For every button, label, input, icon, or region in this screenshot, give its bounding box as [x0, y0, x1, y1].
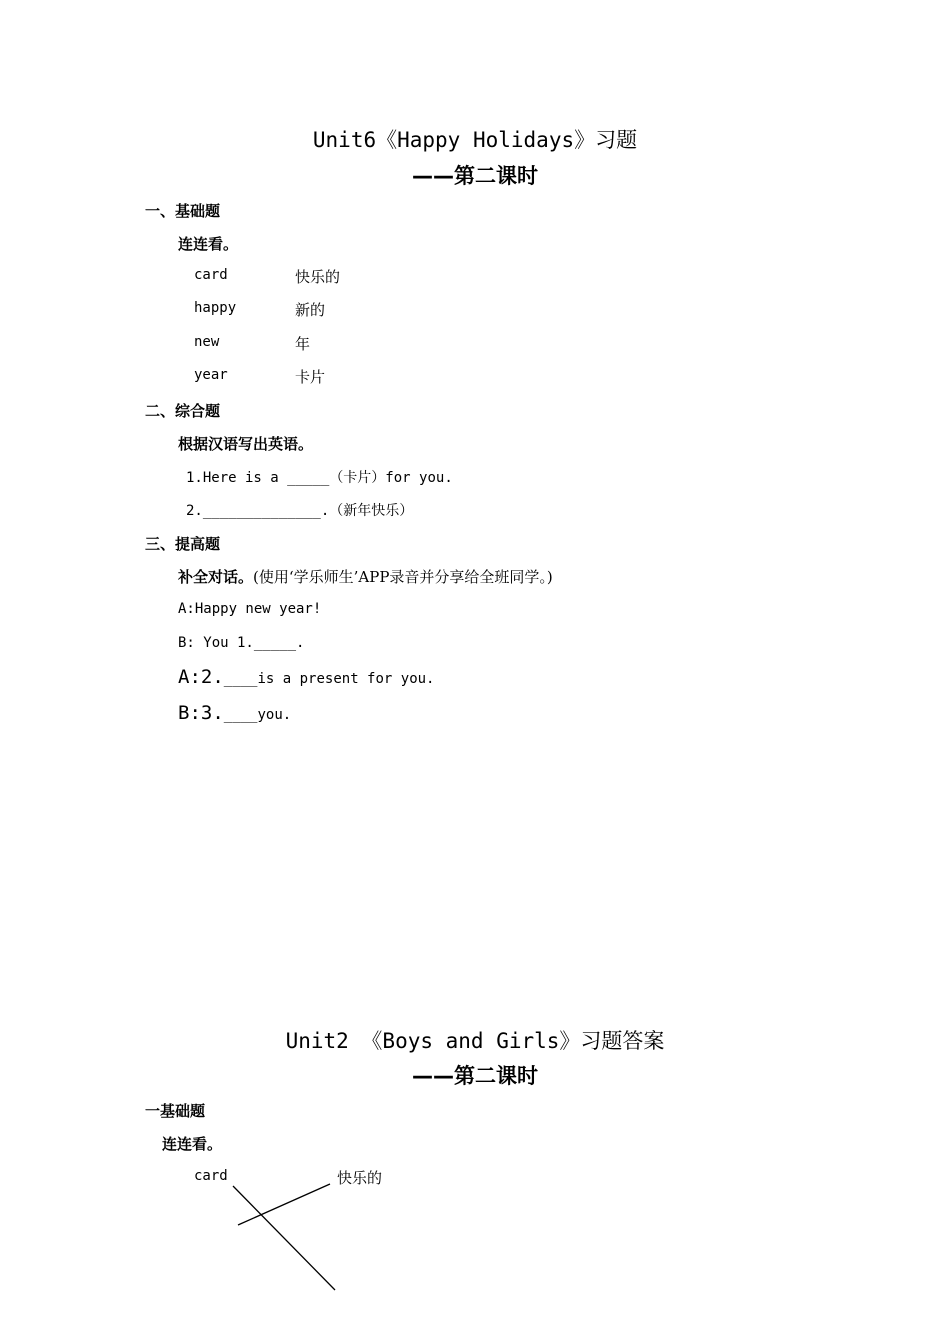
- dialogue-blank-2[interactable]: ____: [223, 671, 258, 687]
- match-word-new: new: [194, 334, 220, 350]
- dialogue-line-2-prefix: B: You 1.: [178, 635, 254, 651]
- question-1-prefix: 1.Here is a: [186, 470, 288, 486]
- question-1-suffix: （卡片）for you.: [329, 470, 453, 486]
- question-2-prefix: 2.: [186, 503, 203, 519]
- dialogue-line-3-suffix: is a present for you.: [257, 671, 435, 687]
- section-basic-heading: 一、基础题: [145, 202, 221, 220]
- match-word-happy: happy: [194, 300, 237, 316]
- answer-matching-instruction: 连连看。: [162, 1135, 223, 1153]
- dialogue-line-4-prefix: B:3.: [178, 702, 224, 724]
- dialogue-line-2-suffix: .: [296, 635, 305, 651]
- answer-word-card: card: [194, 1168, 228, 1184]
- answer-section-basic-heading: 一基础题: [145, 1102, 206, 1120]
- question-2-blank[interactable]: ______________: [202, 503, 321, 519]
- section-advanced-heading: 三、提高题: [145, 535, 221, 553]
- match-line-card: [233, 1186, 335, 1290]
- match-meaning-2: 新的: [295, 301, 326, 319]
- worksheet-subtitle: ——第二课时: [412, 164, 538, 188]
- worksheet-title: Unit6《Happy Holidays》习题: [312, 128, 638, 152]
- dialogue-blank-3[interactable]: ____: [223, 707, 258, 723]
- matching-instruction: 连连看。: [178, 235, 239, 253]
- match-meaning-3: 年: [295, 335, 311, 353]
- dialogue-instruction-main: 补全对话。: [178, 568, 254, 586]
- translate-instruction: 根据汉语写出英语。: [178, 435, 314, 453]
- dialogue-line-1: A:Happy new year!: [178, 601, 322, 617]
- dialogue-line-3-prefix: A:2.: [178, 666, 224, 688]
- question-2-suffix: .（新年快乐）: [320, 503, 414, 519]
- dialogue-line-4-suffix: you.: [257, 707, 292, 723]
- dialogue-instruction-note: (使用‘学乐师生’APP录音并分享给全班同学。): [253, 568, 553, 586]
- answer-meaning-1: 快乐的: [337, 1169, 383, 1187]
- match-word-card: card: [194, 267, 228, 283]
- section-comprehensive-heading: 二、综合题: [145, 402, 221, 420]
- answer-title: Unit2 《Boys and Girls》习题答案: [285, 1029, 665, 1053]
- answer-subtitle: ——第二课时: [412, 1064, 538, 1088]
- match-meaning-1: 快乐的: [295, 268, 341, 286]
- match-word-year: year: [194, 367, 228, 383]
- dialogue-blank-1[interactable]: _____: [253, 635, 297, 651]
- match-meaning-4: 卡片: [295, 368, 326, 386]
- question-1-blank[interactable]: _____: [287, 470, 330, 486]
